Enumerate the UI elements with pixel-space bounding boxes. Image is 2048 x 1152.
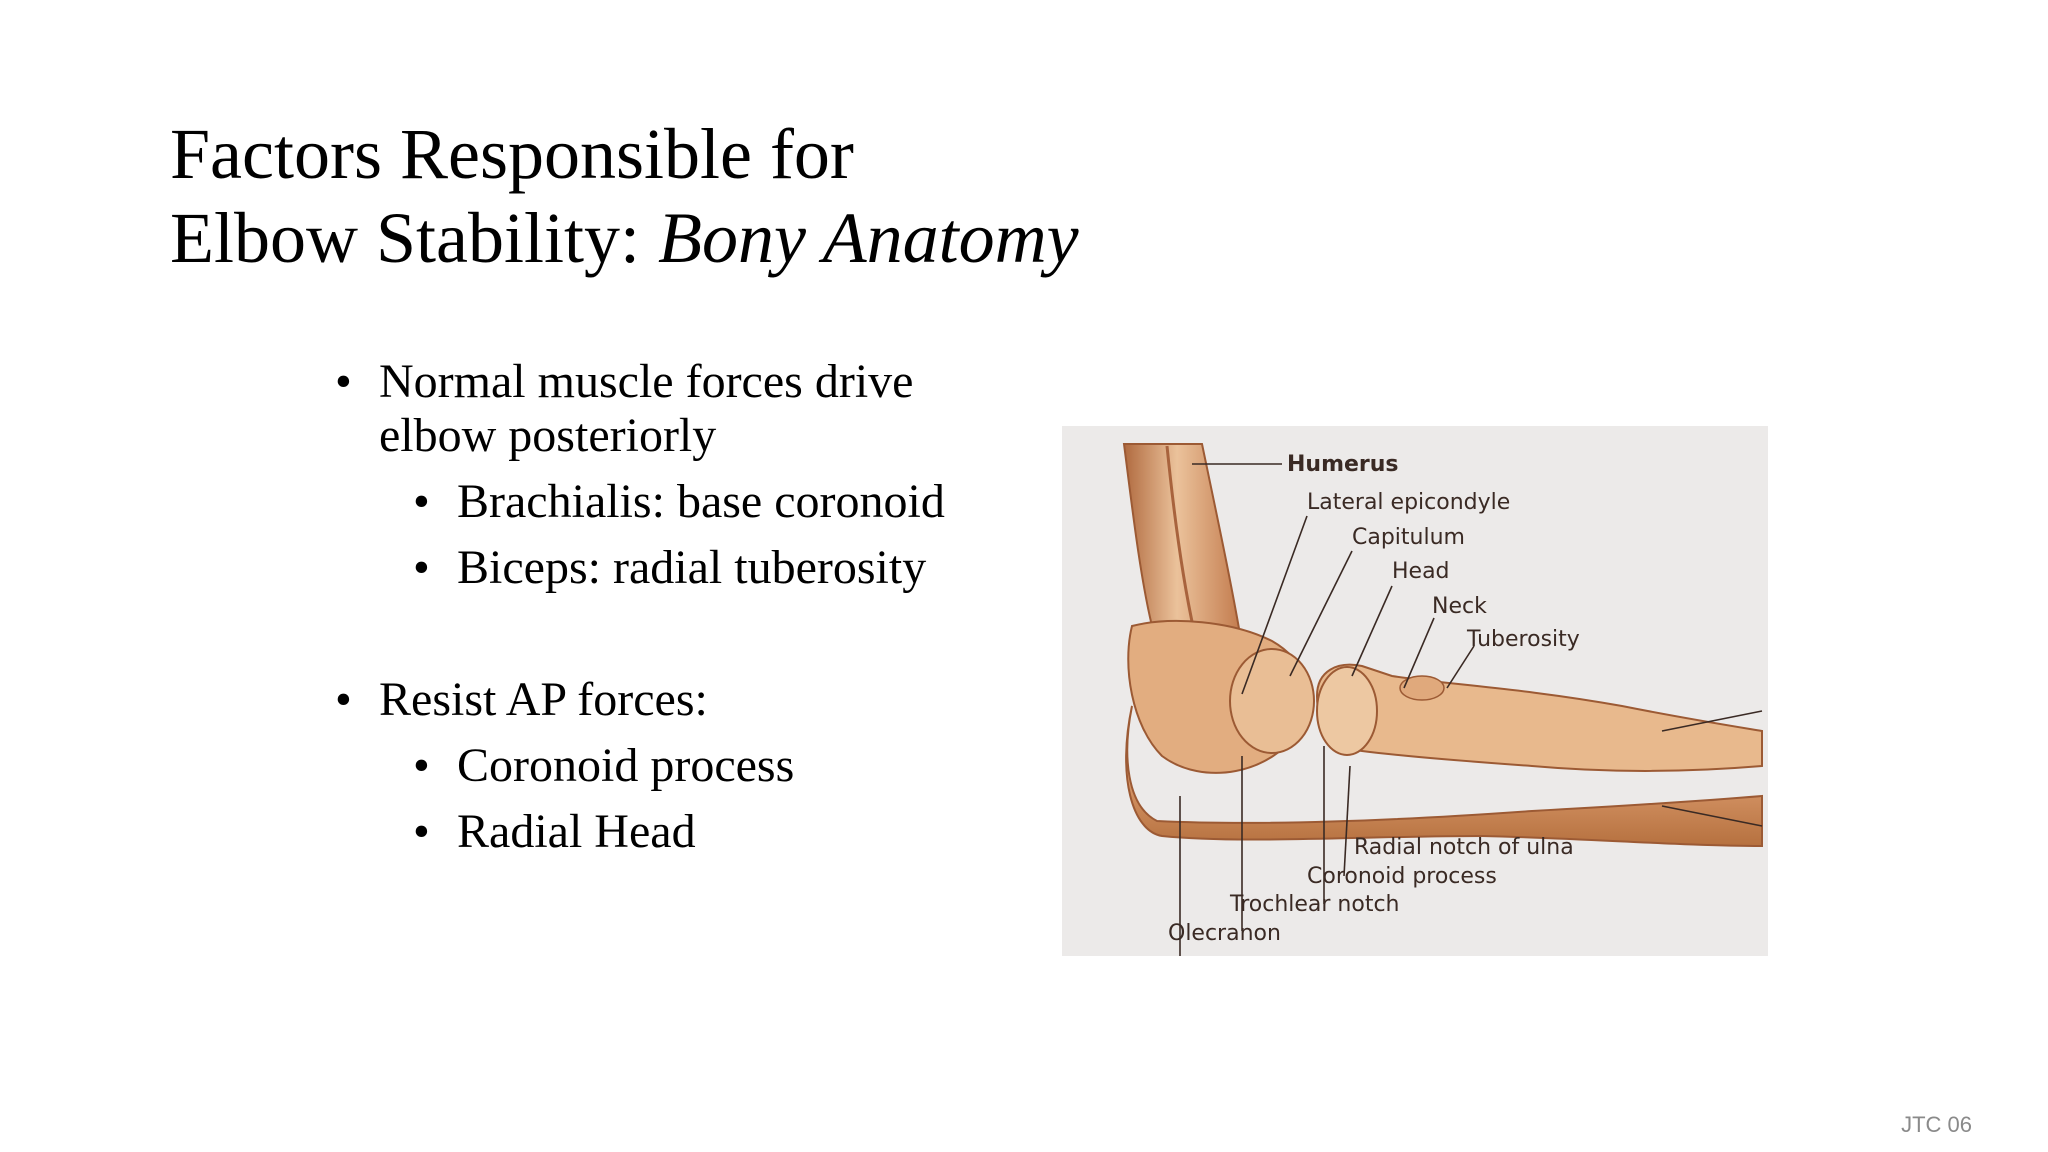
footer-label: JTC 06	[1901, 1112, 1972, 1137]
label-head: Head	[1392, 559, 1450, 584]
label-coronoid-process: Coronoid process	[1307, 864, 1497, 889]
label-radial-notch: Radial notch of ulna	[1354, 835, 1574, 860]
elbow-anatomy-figure	[1062, 426, 1768, 956]
sub-bullet-list	[413, 739, 1035, 859]
sub-bullet-item	[413, 475, 1035, 529]
title-line-2-prefix: Elbow Stability:	[170, 198, 659, 278]
label-neck: Neck	[1432, 594, 1487, 619]
sub-bullet-text: Radial Head	[457, 805, 696, 858]
bullet-item	[335, 673, 1035, 727]
bullet-dot: •	[413, 475, 430, 528]
sub-bullet-item	[413, 805, 1035, 859]
title-line-1: Factors Responsible for	[170, 114, 854, 194]
bullet-item	[335, 355, 1035, 463]
sub-bullet-text: Coronoid process	[457, 739, 795, 792]
label-capitulum: Capitulum	[1352, 525, 1465, 550]
sub-bullet-text: Brachialis: base coronoid	[457, 475, 945, 528]
bullet-text: Normal muscle forces drive elbow posteriorly	[379, 355, 914, 462]
label-tuberosity: Tuberosity	[1467, 627, 1580, 652]
bullet-dot: •	[335, 673, 352, 726]
bullet-dot: •	[413, 541, 430, 594]
radial-tuberosity-shape	[1400, 676, 1444, 700]
sub-bullet-item	[413, 739, 1035, 793]
sub-bullet-item	[413, 541, 1035, 595]
label-humerus: Humerus	[1287, 452, 1399, 477]
bullet-dot: •	[335, 355, 352, 408]
bullet-text: Resist AP forces:	[379, 673, 708, 726]
title-line-2	[170, 196, 1079, 280]
sub-bullet-text: Biceps: radial tuberosity	[457, 541, 927, 594]
slide-title	[170, 112, 1079, 280]
title-line-2-italic: Bony Anatomy	[658, 198, 1079, 278]
sub-bullet-list	[413, 475, 1035, 595]
label-trochlear-notch: Trochlear notch	[1230, 892, 1400, 917]
bullet-list	[335, 355, 1035, 871]
label-lateral-epicondyle: Lateral epicondyle	[1307, 490, 1511, 515]
bullet-dot: •	[413, 805, 430, 858]
capitulum-shape	[1230, 649, 1314, 753]
elbow-illustration	[1062, 426, 1768, 956]
bullet-dot: •	[413, 739, 430, 792]
spacer	[335, 607, 1035, 673]
radial-head-shape	[1317, 667, 1377, 755]
label-olecranon: Olecranon	[1168, 921, 1281, 946]
